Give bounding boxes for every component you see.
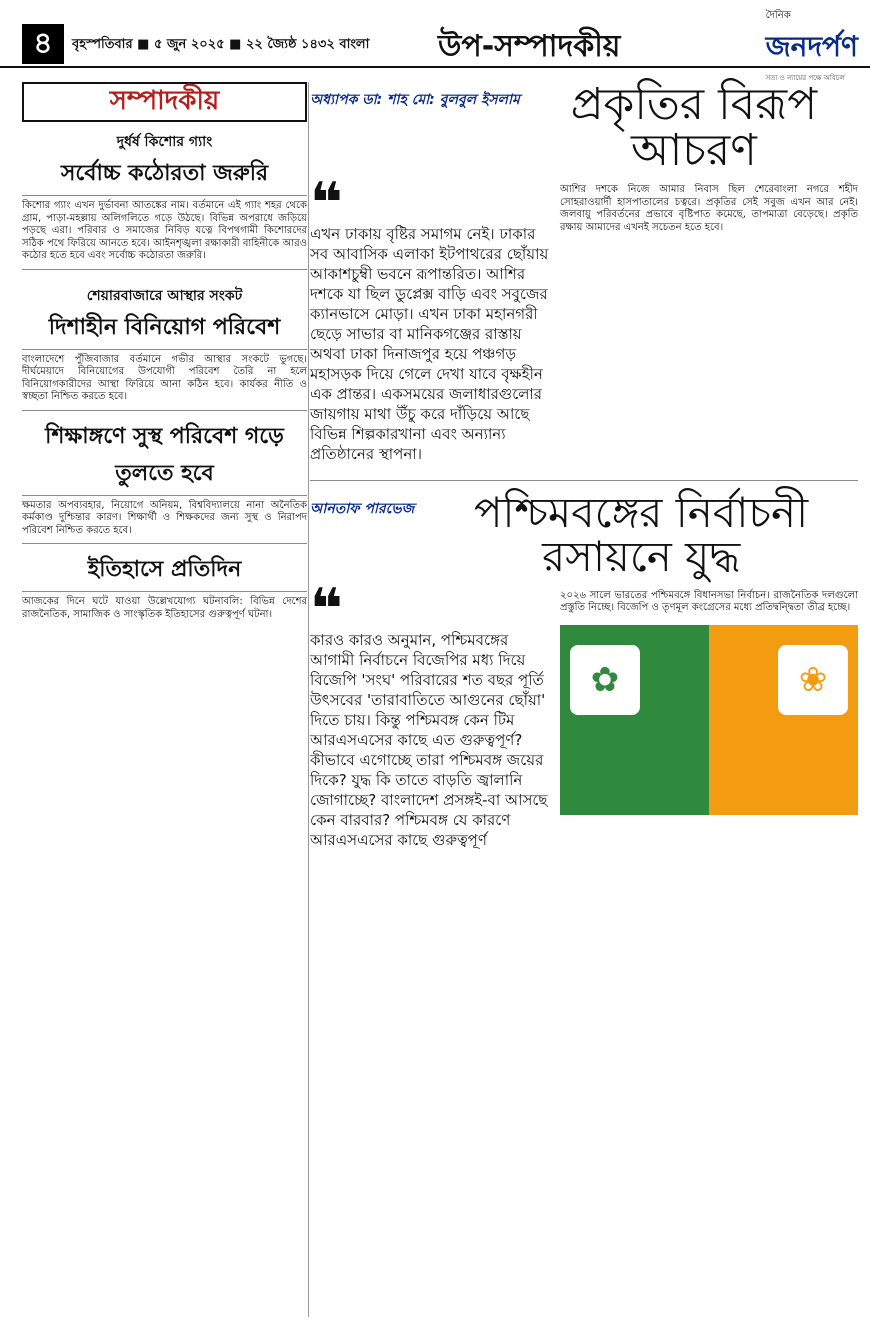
editorial-3-body: ক্ষমতার অপব্যবহার, নিয়োগে অনিয়ম, বিশ্ববিদ্যালয়ে নানা অনৈতিক কর্মকাণ্ড দুশ্চিন্তার কারণ। শিক্ষার্থী ও শিক্ষকদের জন্য সুস্থ ও নিরাপদ পরিবেশ নিশ্চিত করতে হবে। <box>22 499 307 536</box>
editorial-1 <box>22 130 307 263</box>
editorial-2-kicker: শেয়ারবাজারে আস্থার সংকট <box>86 287 243 304</box>
quote-mark-2: ❝ <box>310 576 343 642</box>
grass-flower-icon: ✿ <box>570 645 640 715</box>
lotus-icon: ❀ <box>778 645 848 715</box>
article-1-body: আশির দশকে নিজে আমার নিবাস ছিল শেরেবাংলা নগরে শহীদ সোহরাওয়ার্দী হাসপাতালের চত্বরে। প্রকৃতির সেই সবুজ এখন আর নেই। জলবায়ু পরিবর্তনের প্রভাবে বৃষ্টিপাত কমেছে, তাপমাত্রা বেড়েছে। প্রকৃতি রক্ষায় আমাদের এখনই সচেতন হতে হবে। <box>560 184 858 233</box>
logo-daily: দৈনিক <box>765 10 791 21</box>
editorial-2-body: বাংলাদেশে পুঁজিবাজার বর্তমানে গভীর আস্থার সংকটে ভুগছে। দীর্ঘমেয়াদে বিনিয়োগের উপযোগী পরিবেশ তৈরি না হলে বিনিয়োগকারীদের আস্থা ফিরিয়ে আনা কঠিন হবে। কার্যকর নীতি ও স্বচ্ছতা নিশ্চিত করতে হবে। <box>22 353 307 402</box>
history-body: আজকের দিনে ঘটে যাওয়া উল্লেখযোগ্য ঘটনাবলি: বিভিন্ন দেশের রাজনৈতিক, সামাজিক ও সাংস্কৃতিক ইতিহাসের গুরুত্বপূর্ণ ঘটনা। <box>22 596 307 620</box>
article-1 <box>310 79 858 464</box>
article-1-pullquote: এখন ঢাকায় বৃষ্টির সমাগম নেই। ঢাকার সব আবাসিক এলাকা ইটপাথরের ছোঁয়ায় আকাশচুম্বী ভবনে রূপান্তরিত। আশির দশকে যা ছিল ডুপ্লেক্স বাড়ি এবং সবুজের ক্যানভাসে মোড়া। এখন ঢাকা মহানগরী ছেড়ে সাভার বা মানিকগঞ্জের রাস্তায় অথবা ঢাকা দিনাজপুর হয়ে পঞ্চগড় মহাসড়ক দিয়ে গেলে দেখা যাবে বৃক্ষহীন এক প্রান্তর। একসময়ের জলাধারগুলোর জায়গায় মাথা উঁচু করে দাঁড়িয়ে আছে বিভিন্ন শিল্পকারখানা এবং অন্যান্য প্রতিষ্ঠানের স্থাপনা। <box>310 225 549 464</box>
article-2-pullquote: কারও কারও অনুমান, পশ্চিমবঙ্গের আগামী নির্বাচনে বিজেপির মধ্য দিয়ে বিজেপি 'সংঘ' পরিবারের শত বছর পূর্তি উৎসবের 'তারাবাতিতে আগুনের ছোঁয়া' দিতে চায়। কিন্তু পশ্চিমবঙ্গ কেন টিম আরএসএসের কাছে এত গুরুত্বপূর্ণ? কীভাবে এগোচ্ছে তারা পশ্চিমবঙ্গ জয়ের দিকে? যুদ্ধ কি তাতে বাড়তি জ্বালানি জোগাচ্ছে? বাংলাদেশ প্রসঙ্গই-বা আসছে কেন বারবার? পশ্চিমবঙ্গ যে কারণে আরএসএসের কাছে গুরুত্বপূর্ণ <box>310 630 548 849</box>
history-box <box>22 543 307 621</box>
history-headline: ইতিহাসে প্রতিদিন <box>22 552 307 592</box>
editorial-2-headline: দিশাহীন বিনিয়োগ পরিবেশ <box>22 310 307 350</box>
quote-mark-1: ❝ <box>310 171 343 237</box>
article-2 <box>310 480 858 849</box>
editorial-label: সম্পাদকীয় <box>22 82 307 122</box>
column-divider <box>308 82 309 1317</box>
editorial-3 <box>22 410 307 538</box>
page-header <box>0 0 870 82</box>
logo-tagline: সত্য ও ন্যায়ের পক্ষে অবিচল <box>765 74 845 82</box>
section-title: উপ-সম্পাদকীয় <box>438 29 621 64</box>
article-1-headline: প্রকৃতির বিরূপ আচরণ <box>570 79 818 177</box>
editorial-1-body: কিশোর গ্যাং এখন দুর্ভাবনা আতঙ্কের নাম। বর্তমানে এই গ্যাং শহর থেকে গ্রাম, পাড়া-মহল্লায় অলিগলিতে গড়ে উঠছে। বিভিন্ন অপরাধে জড়িয়ে পড়ছে এরা। পরিবার ও সমাজের নিবিড় যত্নে বিপথগামী কিশোরদের সঠিক পথে ফিরিয়ে আনতে হবে। আইনশৃঙ্খলা রক্ষাকারী বাহিনীকে আরও কঠোর হতে হবে এবং সর্বোচ্চ কঠোরতা জরুরি। <box>22 200 307 261</box>
article-2-body: ২০২৬ সালে ভারতের পশ্চিমবঙ্গে বিধানসভা নির্বাচন। রাজনৈতিক দলগুলো প্রস্তুতি নিচ্ছে। বিজেপি ও তৃণমূল কংগ্রেসের মধ্যে প্রতিদ্বন্দ্বিতা তীব্র হচ্ছে। <box>560 589 858 614</box>
party-flags-image <box>560 625 858 815</box>
article-2-author: আনতাফ পারভেজ <box>310 501 415 518</box>
right-column <box>310 79 858 850</box>
logo-brand: জনদর্পণ <box>765 30 858 63</box>
dateline: বৃহস্পতিবার ■ ৫ জুন ২০২৫ ■ ২২ জ্যৈষ্ঠ ১৪৩২ বাংলা <box>72 37 370 52</box>
left-column <box>22 82 307 621</box>
editorial-2 <box>22 269 307 404</box>
article-2-headline: পশ্চিমবঙ্গের নির্বাচনী রসায়নে যুদ্ধ <box>474 488 809 582</box>
newspaper-logo <box>766 8 858 84</box>
editorial-3-headline: শিক্ষাঙ্গণে সুস্থ পরিবেশ গড়ে তুলতে হবে <box>22 419 307 496</box>
editorial-1-headline: সর্বোচ্চ কঠোরতা জরুরি <box>22 156 307 196</box>
page-number: ৪ <box>22 24 64 64</box>
article-1-author: অধ্যাপক ডা: শাহ মো: বুলবুল ইসলাম <box>310 92 520 108</box>
editorial-1-kicker: দুর্ধর্ষ কিশোর গ্যাং <box>116 134 213 150</box>
